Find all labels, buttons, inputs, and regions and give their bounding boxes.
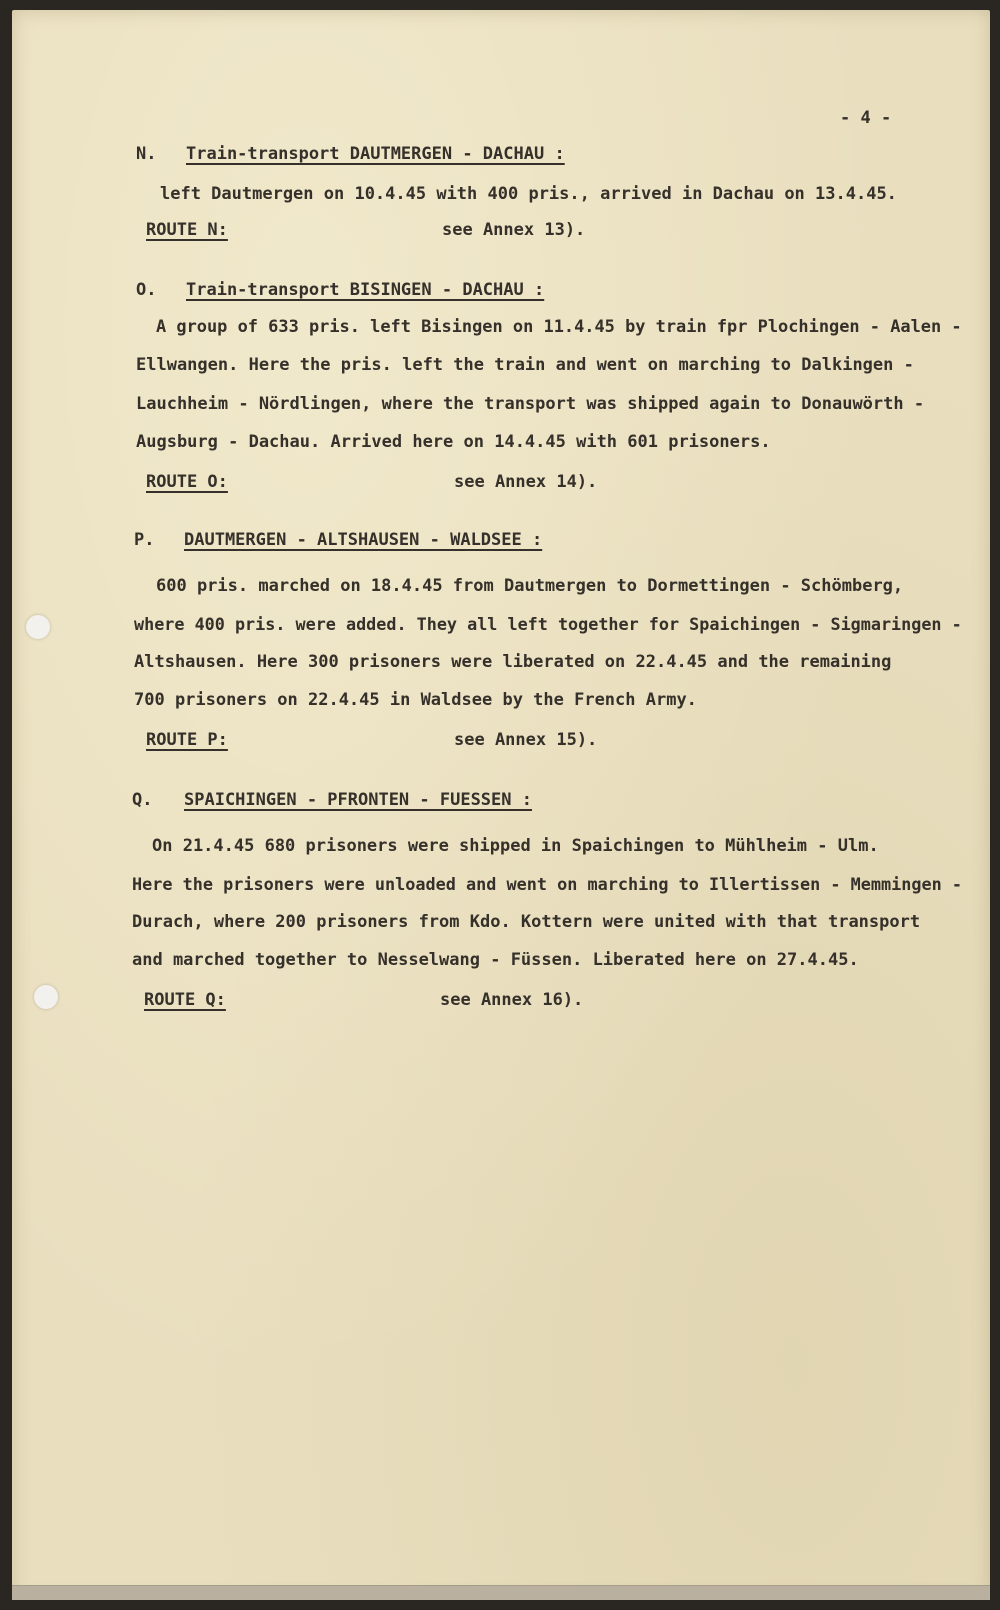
section-o-line-3: Lauchheim - Nördlingen, where the transport was shipped again to Donauwörth - (136, 394, 925, 414)
section-n-route-ref: see Annex 13). (442, 220, 586, 240)
page-number: - 4 - (840, 108, 892, 128)
section-p-route-ref: see Annex 15). (454, 730, 598, 750)
section-p-heading: DAUTMERGEN - ALTSHAUSEN - WALDSEE : (184, 530, 543, 550)
section-q-line-2: Here the prisoners were unloaded and went on marching to Illertissen - Memmingen - (132, 874, 963, 894)
section-p-line-4: 700 prisoners on 22.4.45 in Waldsee by the French Army. (134, 690, 697, 710)
section-o-line-1: A group of 633 pris. left Bisingen on 11.4.45 by train fpr Plochingen - Aalen - (156, 316, 962, 336)
section-q-line-1: On 21.4.45 680 prisoners were shipped in Spaichingen to Mühlheim - Ulm. (152, 836, 879, 856)
section-o-line-4: Augsburg - Dachau. Arrived here on 14.4.45 with 601 prisoners. (136, 432, 771, 452)
punch-hole-top (26, 615, 50, 639)
section-o-line-2: Ellwangen. Here the pris. left the train and went on marching to Dalkingen - (136, 355, 914, 375)
section-n-label: N. (136, 144, 157, 164)
section-q-route-ref: see Annex 16). (440, 990, 584, 1010)
section-p-line-2: where 400 pris. were added. They all left together for Spaichingen - Sigmaringen - (134, 614, 962, 634)
section-q-heading: SPAICHINGEN - PFRONTEN - FUESSEN : (184, 790, 532, 810)
punch-hole-bottom (34, 985, 58, 1009)
section-n-line-1: left Dautmergen on 10.4.45 with 400 pris., arrived in Dachau on 13.4.45. (160, 184, 897, 204)
section-q-label: Q. (132, 790, 153, 810)
section-p-route-label: ROUTE P: (146, 730, 228, 750)
section-o-label: O. (136, 280, 157, 300)
section-o-route-ref: see Annex 14). (454, 472, 598, 492)
section-q-line-4: and marched together to Nesselwang - Füssen. Liberated here on 27.4.45. (132, 950, 859, 970)
section-o-heading: Train-transport BISINGEN - DACHAU : (186, 280, 545, 300)
section-o-route-label: ROUTE O: (146, 472, 228, 492)
section-p-label: P. (134, 530, 155, 550)
section-p-line-3: Altshausen. Here 300 prisoners were liberated on 22.4.45 and the remaining (134, 652, 892, 672)
section-n-heading: Train-transport DAUTMERGEN - DACHAU : (186, 144, 565, 164)
page-bottom-edge (12, 1585, 990, 1600)
section-q-line-3: Durach, where 200 prisoners from Kdo. Kottern were united with that transport (132, 912, 921, 932)
section-q-route-label: ROUTE Q: (144, 990, 226, 1010)
section-p-line-1: 600 pris. marched on 18.4.45 from Dautmergen to Dormettingen - Schömberg, (156, 576, 904, 596)
section-n-route-label: ROUTE N: (146, 220, 228, 240)
